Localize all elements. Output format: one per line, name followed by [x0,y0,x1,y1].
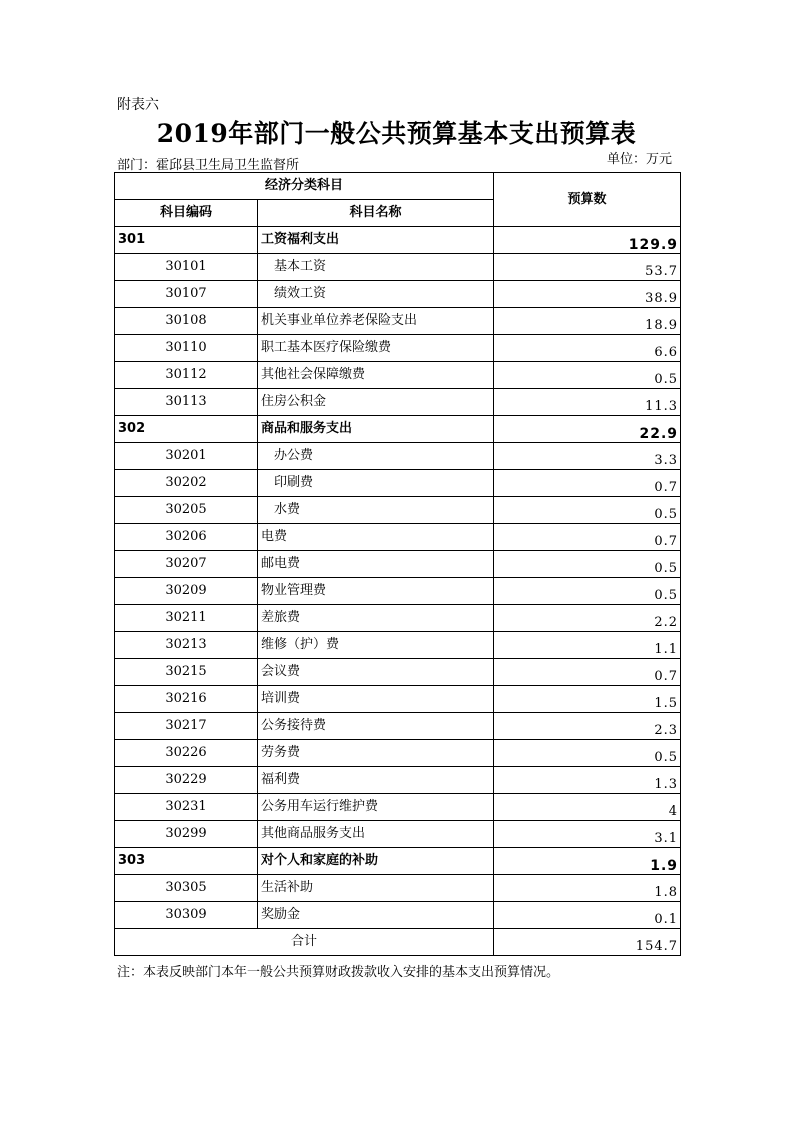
table-row [115,524,681,551]
item-amount: 4 [494,794,681,821]
department-label: 部门：霍邱县卫生局卫生监督所 [117,158,300,173]
category-code: 302 [115,416,258,443]
table-row [115,362,681,389]
item-code: 30107 [115,281,258,308]
item-name: 差旅费 [258,605,494,632]
table-row [115,443,681,470]
item-name: 电费 [258,524,494,551]
item-code: 30110 [115,335,258,362]
table-row [115,551,681,578]
item-code: 30215 [115,659,258,686]
footnote: 注：本表反映部门本年一般公共预算财政拨款收入安排的基本支出预算情况。 [117,965,560,980]
category-amount: 22.9 [494,416,681,443]
item-name: 水费 [258,497,494,524]
item-name: 会议费 [258,659,494,686]
table-row [115,254,681,281]
category-amount: 129.9 [494,227,681,254]
item-name: 职工基本医疗保险缴费 [258,335,494,362]
table-row [115,578,681,605]
item-name: 印刷费 [258,470,494,497]
item-amount: 0.7 [494,470,681,497]
total-row [115,929,681,956]
item-name: 维修（护）费 [258,632,494,659]
item-name: 公务接待费 [258,713,494,740]
budget-table-body [115,173,681,956]
item-code: 30112 [115,362,258,389]
item-code: 30299 [115,821,258,848]
table-row [115,389,681,416]
item-code: 30309 [115,902,258,929]
unit-label: 单位：万元 [607,152,673,167]
item-name: 生活补助 [258,875,494,902]
table-row [115,470,681,497]
table-row [115,767,681,794]
item-amount: 11.3 [494,389,681,416]
table-row [115,335,681,362]
table-row [115,281,681,308]
item-code: 30217 [115,713,258,740]
item-code: 30101 [115,254,258,281]
header-row-1 [115,173,681,200]
category-row [115,416,681,443]
item-amount: 0.5 [494,497,681,524]
code-header: 科目编码 [115,200,258,227]
item-amount: 0.1 [494,902,681,929]
item-code: 30113 [115,389,258,416]
item-amount: 1.8 [494,875,681,902]
item-amount: 1.3 [494,767,681,794]
category-amount: 1.9 [494,848,681,875]
item-code: 30213 [115,632,258,659]
item-code: 30216 [115,686,258,713]
table-row [115,659,681,686]
item-amount: 0.5 [494,551,681,578]
item-amount: 1.1 [494,632,681,659]
item-name: 培训费 [258,686,494,713]
table-row [115,902,681,929]
total-label: 合计 [115,929,494,956]
item-code: 30201 [115,443,258,470]
item-name: 住房公积金 [258,389,494,416]
item-name: 基本工资 [258,254,494,281]
item-name: 奖励金 [258,902,494,929]
item-amount: 18.9 [494,308,681,335]
table-row [115,497,681,524]
item-code: 30207 [115,551,258,578]
category-code: 303 [115,848,258,875]
item-amount: 38.9 [494,281,681,308]
category-name: 商品和服务支出 [258,416,494,443]
item-amount: 53.7 [494,254,681,281]
table-row [115,713,681,740]
item-name: 福利费 [258,767,494,794]
item-amount: 2.3 [494,713,681,740]
item-name: 公务用车运行维护费 [258,794,494,821]
item-amount: 3.1 [494,821,681,848]
item-name: 其他商品服务支出 [258,821,494,848]
item-name: 绩效工资 [258,281,494,308]
item-code: 30231 [115,794,258,821]
item-name: 办公费 [258,443,494,470]
item-name: 其他社会保障缴费 [258,362,494,389]
category-name: 对个人和家庭的补助 [258,848,494,875]
item-name: 劳务费 [258,740,494,767]
item-amount: 0.7 [494,659,681,686]
budget-table [114,172,681,956]
item-name: 邮电费 [258,551,494,578]
item-code: 30108 [115,308,258,335]
item-amount: 2.2 [494,605,681,632]
table-row [115,821,681,848]
table-row [115,605,681,632]
item-name: 机关事业单位养老保险支出 [258,308,494,335]
item-code: 30229 [115,767,258,794]
item-amount: 0.7 [494,524,681,551]
table-row [115,740,681,767]
item-code: 30205 [115,497,258,524]
econ-category-header: 经济分类科目 [115,173,494,200]
table-row [115,875,681,902]
page-title: 2019年部门一般公共预算基本支出预算表 [156,119,637,148]
item-code: 30209 [115,578,258,605]
table-row [115,632,681,659]
item-amount: 0.5 [494,578,681,605]
item-code: 30226 [115,740,258,767]
category-name: 工资福利支出 [258,227,494,254]
item-code: 30202 [115,470,258,497]
table-row [115,794,681,821]
item-code: 30305 [115,875,258,902]
item-amount: 6.6 [494,335,681,362]
category-code: 301 [115,227,258,254]
category-row [115,227,681,254]
item-code: 30206 [115,524,258,551]
table-row [115,308,681,335]
name-header: 科目名称 [258,200,494,227]
item-amount: 1.5 [494,686,681,713]
item-amount: 0.5 [494,362,681,389]
amount-header: 预算数 [494,173,681,227]
item-code: 30211 [115,605,258,632]
item-amount: 0.5 [494,740,681,767]
table-row [115,686,681,713]
attachment-label: 附表六 [117,97,159,113]
item-amount: 3.3 [494,443,681,470]
item-name: 物业管理费 [258,578,494,605]
category-row [115,848,681,875]
total-amount: 154.7 [494,929,681,956]
